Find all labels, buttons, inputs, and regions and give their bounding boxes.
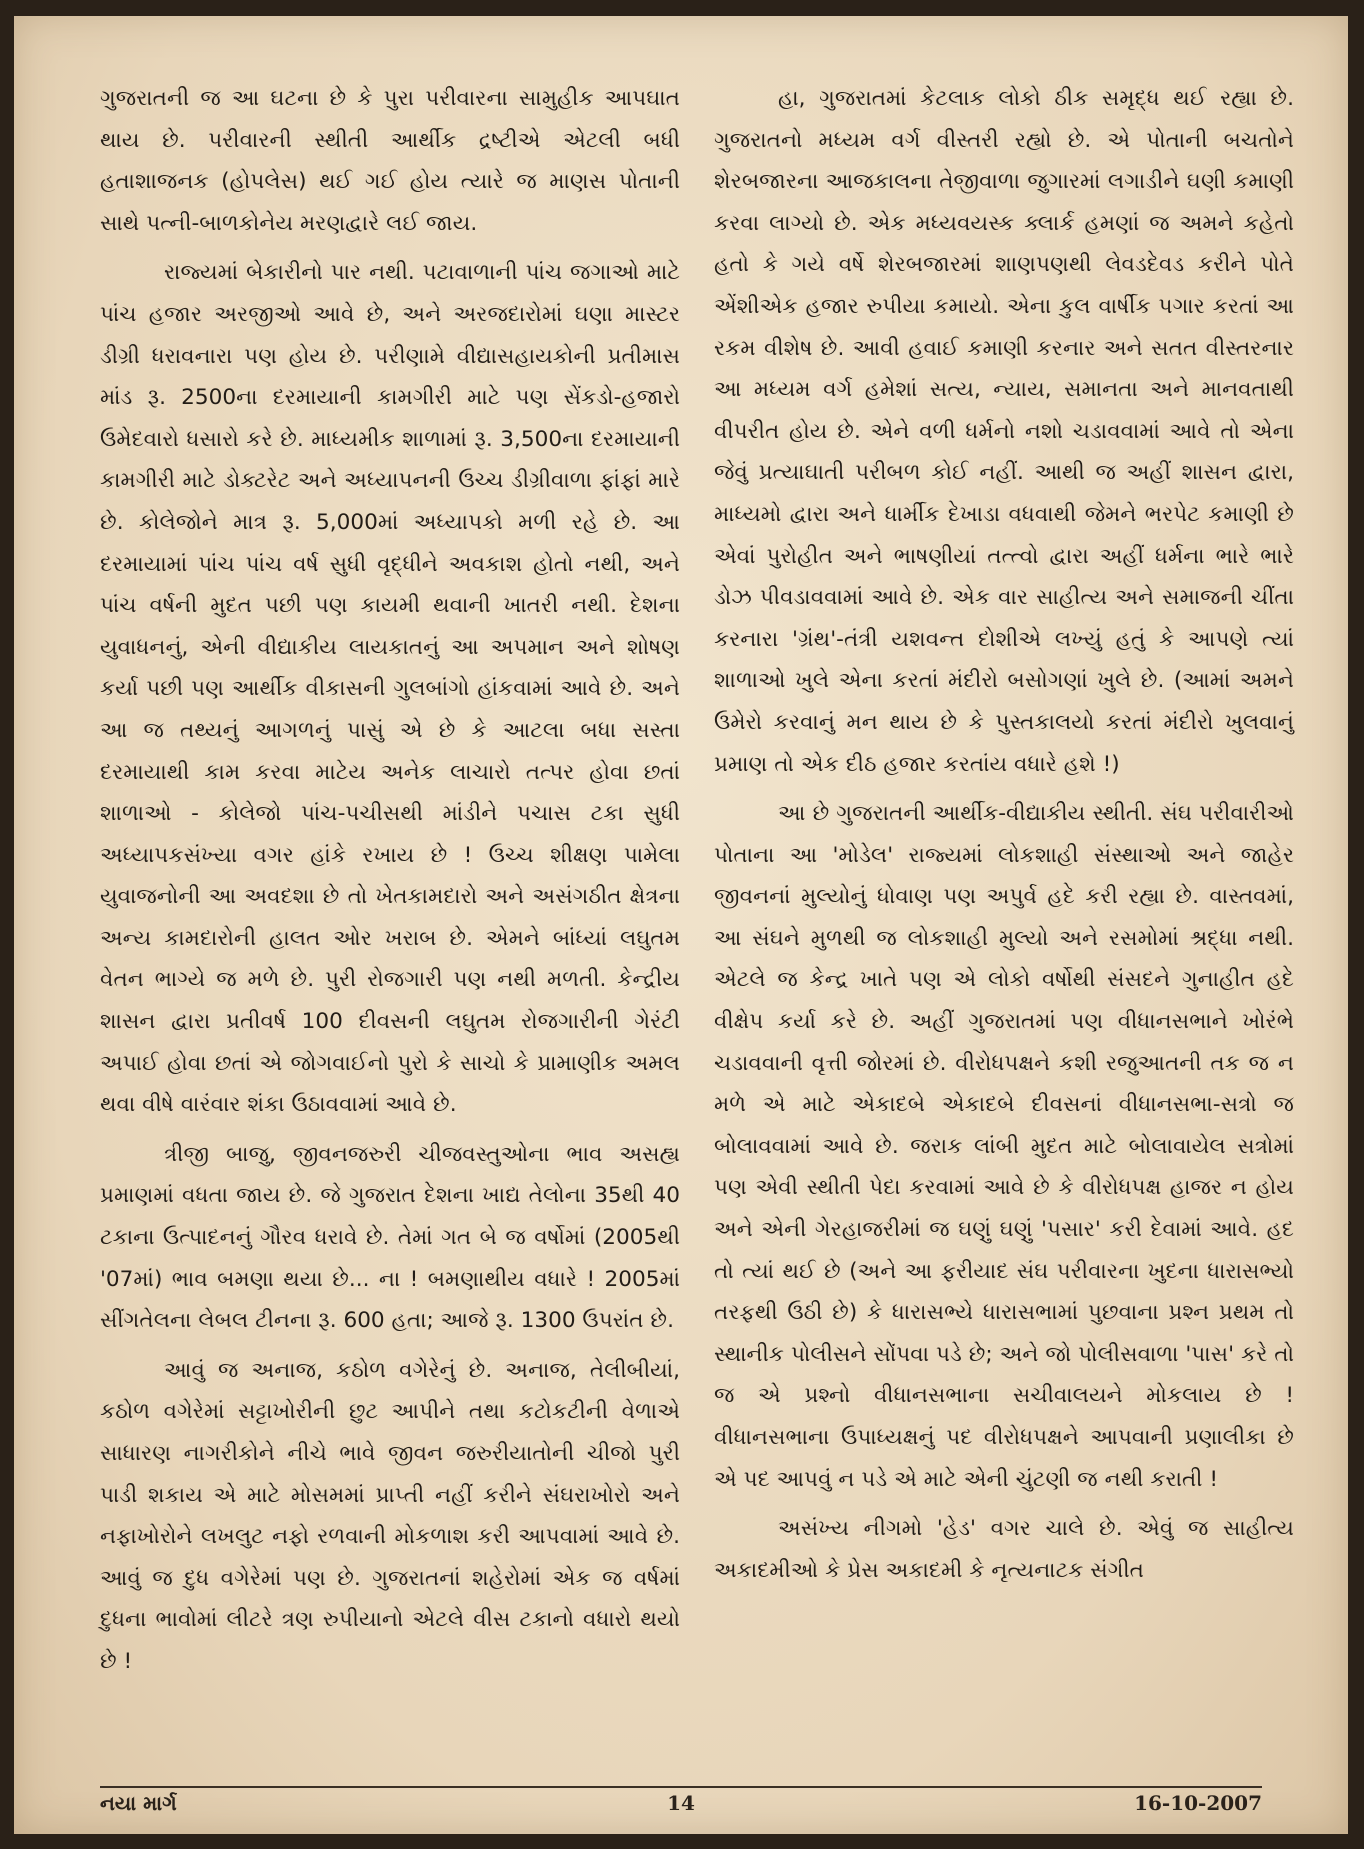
- left-paragraph-2: રાજ્યમાં બેકારીનો પાર નથી. પટાવાળાની પાંચ જગાઓ માટે પાંચ હજાર અરજીઓ આવે છે, અને અરજદારોમાં ઘણા માસ્ટર ડીગ્રી ધરાવનારા પણ હોય છે. પરીણામે વીદ્યાસહાયકોની પ્રતીમાસ માંડ રૂ. 2500ના દરમાયાની કામગીરી માટે પણ સેંકડો-હજારો ઉમેદવારો ધસારો કરે છે. માધ્યમીક શાળામાં રૂ. 3,500ના દરમાયાની કામગીરી માટે ડોક્ટરેટ અને અધ્યાપનની ઉચ્ચ ડીગ્રીવાળા ફાંફાં મારે છે. કોલેજોને માત્ર રૂ. 5,000માં અધ્યાપકો મળી રહે છે. આ દરમાયામાં પાંચ પાંચ વર્ષ સુધી વૃદ્ધીને અવકાશ હોતો નથી, અને પાંચ વર્ષની મુદત પછી પણ કાયમી થવાની ખાતરી નથી. દેશના યુવાધનનું, એની વીદ્યાકીય લાયકાતનું આ અપમાન અને શોષણ કર્યા પછી પણ આર્થીક વીકાસની ગુલબાંગો હાંકવામાં આવે છે. અને આ જ તથ્યનું આગળનું પાસું એ છે કે આટલા બધા સસ્તા દરમાયાથી કામ કરવા માટેય અનેક લાચારો તત્પર હોવા છતાં શાળાઓ - કોલેજો પાંચ-પચીસથી માંડીને પચાસ ટકા સુધી અધ્યાપકસંખ્યા વગર હાંકે રખાય છે ! ઉચ્ચ શીક્ષણ પામેલા યુવાજનોની આ અવદશા છે તો ખેતકામદારો અને અસંગઠીત ક્ષેત્રના અન્ય કામદારોની હાલત ઓર ખરાબ છે. એમને બાંધ્યાં લઘુતમ વેતન ભાગ્યે જ મળે છે. પુરી રોજગારી પણ નથી મળતી. કેન્દ્રીય શાસન દ્વારા પ્રતીવર્ષ 100 દીવસની લઘુતમ રોજગારીની ગેરંટી અપાઈ હોવા છતાં એ જોગવાઈનો પુરો કે સાચો કે પ્રામાણીક અમલ થવા વીષે વારંવાર શંકા ઉઠાવવામાં આવે છે.: [100, 260, 680, 1118]
- right-paragraph-1: હા, ગુજરાતમાં કેટલાક લોકો ઠીક સમૃદ્ધ થઈ રહ્યા છે. ગુજરાતનો મધ્યમ વર્ગ વીસ્તરી રહ્યો છે. એ પોતાની બચતોને શેરબજારના આજકાલના તેજીવાળા જુગારમાં લગાડીને ઘણી કમાણી કરવા લાગ્યો છે. એક મધ્યવયસ્ક ક્લાર્ક હમણાં જ અમને કહેતો હતો કે ગયે વર્ષે શેરબજારમાં શાણપણથી લેવડદેવડ કરીને પોતે એંશીએક હજાર રુપીયા કમાયો. એના કુલ વાર્ષીક પગાર કરતાં આ રકમ વીશેષ છે. આવી હવાઈ કમાણી કરનાર અને સતત વીસ્તરનાર આ મધ્યમ વર્ગ હમેશાં સત્ય, ન્યાય, સમાનતા અને માનવતાથી વીપરીત હોય છે. એને વળી ધર્મનો નશો ચડાવવામાં આવે તો એના જેવું પ્રત્યાઘાતી પરીબળ કોઈ નહીં. આથી જ અહીં શાસન દ્વારા, માધ્યમો દ્વારા અને ધાર્મીક દેખાડા વધવાથી જેમને ભરપેટ કમાણી છે એવાં પુરોહીત અને ભાષણીયાં તત્ત્વો દ્વારા અહીં ધર્મના ભારે ભારે ડોઝ પીવડાવવામાં આવે છે. એક વાર સાહીત્ય અને સમાજની ચીંતા કરનારા 'ગ્રંથ'-તંત્રી યશવન્ત દોશીએ લખ્યું હતું કે આપણે ત્યાં શાળાઓ ખુલે એના કરતાં મંદીરો બસોગણાં ખુલે છે. (આમાં અમને ઉમેરો કરવાનું મન થાય છે કે પુસ્તકાલયો કરતાં મંદીરો ખુલવાનું પ્રમાણ તો એક દીઠ હજાર કરતાંય વધારે હશે !): [714, 86, 1294, 777]
- left-paragraph-1: ગુજરાતની જ આ ઘટના છે કે પુરા પરીવારના સામુહીક આપઘાત થાય છે. પરીવારની સ્થીતી આર્થીક દ્રષ્ટીએ એટલી બધી હતાશાજનક (હોપલેસ) થઈ ગઈ હોય ત્યારે જ માણસ પોતાની સાથે પત્ની-બાળકોનેય મરણદ્વારે લઈ જાય.: [100, 86, 680, 236]
- right-paragraph-3: અસંખ્ય નીગમો 'હેડ' વગર ચાલે છે. એવું જ સાહીત્ય અકાદમીઓ કે પ્રેસ અકાદમી કે નૃત્યનાટક સંગીત: [714, 1516, 1294, 1583]
- right-column: [714, 78, 1294, 1591]
- page-number: 14: [667, 1791, 695, 1815]
- right-paragraph-2: આ છે ગુજરાતની આર્થીક-વીદ્યાકીય સ્થીતી. સંઘ પરીવારીઓ પોતાના આ 'મોડેલ' રાજ્યમાં લોકશાહી સંસ્થાઓ અને જાહેર જીવનનાં મુલ્યોનું ધોવાણ પણ અપુર્વ હદે કરી રહ્યા છે. વાસ્તવમાં, આ સંઘને મુળથી જ લોકશાહી મુલ્યો અને રસમોમાં શ્રદ્ધા નથી. એટલે જ કેન્દ્ર ખાતે પણ એ લોકો વર્ષોથી સંસદને ગુનાહીત હદે વીક્ષેપ કર્યા કરે છે. અહીં ગુજરાતમાં પણ વીધાનસભાને ખોરંભે ચડાવવાની વૃત્તી જોરમાં છે. વીરોધપક્ષને કશી રજુઆતની તક જ ન મળે એ માટે એકાદબે એકાદબે દીવસનાં વીધાનસભા-સત્રો જ બોલાવવામાં આવે છે. જરાક લાંબી મુદત માટે બોલાવાયેલ સત્રોમાં પણ એવી સ્થીતી પેદા કરવામાં આવે છે કે વીરોધપક્ષ હાજર ન હોય અને એની ગેરહાજરીમાં જ ઘણું ઘણું 'પસાર' કરી દેવામાં આવે. હદ તો ત્યાં થઈ છે (અને આ ફરીયાદ સંઘ પરીવારના ખુદના ધારાસભ્યો તરફથી ઉઠી છે) કે ધારાસભ્યે ધારાસભામાં પુછવાના પ્રશ્ન પ્રથમ તો સ્થાનીક પોલીસને સોંપવા પડે છે; અને જો પોલીસવાળા 'પાસ' કરે તો જ એ પ્રશ્નો વીધાનસભાના સચીવાલયને મોકલાય છે ! વીધાનસભાના ઉપાધ્યક્ષનું પદ વીરોધપક્ષને આપવાની પ્રણાલીકા છે એ પદ આપવું ન પડે એ માટે એની ચુંટણી જ નથી કરાતી !: [714, 801, 1294, 1492]
- issue-date: 16-10-2007: [1134, 1791, 1262, 1815]
- publication-name: નયા માર્ગ: [100, 1791, 177, 1815]
- page-footer: [100, 1786, 1262, 1822]
- magazine-page: [14, 16, 1348, 1834]
- left-paragraph-3: ત્રીજી બાજુ, જીવનજરુરી ચીજવસ્તુઓના ભાવ અસહ્ય પ્રમાણમાં વધતા જાય છે. જે ગુજરાત દેશના ખાદ્ય તેલોના 35થી 40 ટકાના ઉત્પાદનનું ગૌરવ ધરાવે છે. તેમાં ગત બે જ વર્ષોમાં (2005થી '07માં) ભાવ બમણા થયા છે... ના ! બમણાથીય વધારે ! 2005માં સીંગતેલના લેબલ ટીનના રૂ. 600 હતા; આજે રૂ. 1300 ઉપરાંત છે.: [100, 1141, 680, 1334]
- left-paragraph-4: આવું જ અનાજ, કઠોળ વગેરેનું છે. અનાજ, તેલીબીયાં, કઠોળ વગેરેમાં સટ્ટાખોરીની છુટ આપીને તથા કટોકટીની વેળાએ સાધારણ નાગરીકોને નીચે ભાવે જીવન જરુરીયાતોની ચીજો પુરી પાડી શકાય એ માટે મોસમમાં પ્રાપ્તી નહીં કરીને સંઘરાખોરો અને નફાખોરોને લખલુટ નફો રળવાની મોકળાશ કરી આપવામાં આવે છે. આવું જ દુધ વગેરેમાં પણ છે. ગુજરાતનાં શહેરોમાં એક જ વર્ષમાં દુધના ભાવોમાં લીટરે ત્રણ રુપીયાનો એટલે વીસ ટકાનો વધારો થયો છે !: [100, 1357, 680, 1674]
- left-column: [100, 78, 680, 1683]
